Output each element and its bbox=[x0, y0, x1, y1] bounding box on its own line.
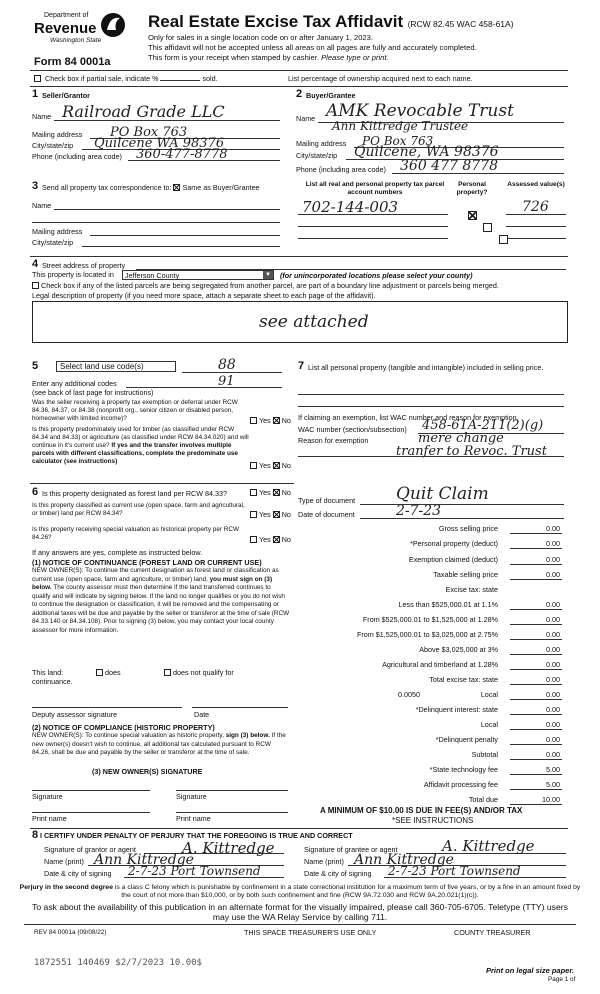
perjury-text: is a class C felony which is punishable by confinement in a state correctional institution for a maximum term of five years, or by a fine in an amount fixed by the court of not more than $10,000, or by both such confinement and fine (RCW 9A.72.030 and RCW 9A.20.021(1)(c)). bbox=[114, 884, 581, 899]
row-tech-fee-value[interactable]: 5.00 bbox=[546, 765, 560, 774]
treasurer-use-label: THIS SPACE TREASURER'S USE ONLY bbox=[244, 928, 377, 937]
notice1-text-a: NEW OWNER(S): To continue the current designation as forest land or classification as current use (open space, farm and agriculture, or timber) land, bbox=[32, 567, 279, 583]
q2-no-checkbox[interactable] bbox=[273, 462, 280, 469]
personal-property-checkbox-2[interactable] bbox=[483, 223, 492, 232]
buyer-city-value[interactable]: Quilcene, WA 98376 bbox=[354, 144, 499, 160]
agency-line3: Washington State bbox=[50, 37, 102, 44]
grantor-name-label: Name (print) bbox=[44, 857, 84, 866]
doc-date-label: Date of document bbox=[298, 510, 355, 519]
does-not-option bbox=[164, 668, 234, 677]
title-text: Real Estate Excise Tax Affidavit bbox=[148, 12, 404, 31]
row-gross-value[interactable]: 0.00 bbox=[546, 524, 560, 533]
land-use-section bbox=[32, 357, 294, 485]
row-processing-fee-value[interactable]: 5.00 bbox=[546, 780, 560, 789]
sec6-q1: Is this property designated as forest land per RCW 84.33? bbox=[42, 489, 227, 498]
row-tech-fee-label: *State technology fee bbox=[429, 765, 498, 774]
washington-swirl-icon bbox=[100, 10, 126, 40]
land-use-code-1[interactable]: 88 bbox=[218, 357, 236, 373]
legal-description-box[interactable] bbox=[32, 301, 568, 343]
sec3-mail-label: Mailing address bbox=[32, 227, 83, 236]
exempt-label: If claiming an exemption, list WAC number and reason for exemption. bbox=[298, 413, 519, 422]
q1-no-checkbox[interactable] bbox=[273, 417, 280, 424]
assessed-value[interactable]: 726 bbox=[522, 199, 549, 215]
notice1-text-b: The county assessor must then determine if the land transferred continues to qualify and will indicate by signing below. If the land no longer qualifies or you do not wish to continue the designation or classification, it will be removed and the compensating or additional taxes will be due and payable by the seller or transferor at the time of sale (RCW 84.33.140 or 84.34.108). Prior to signing (3) below, you may contact your local county assessor for more information. bbox=[32, 584, 290, 634]
buyer-section bbox=[296, 88, 566, 178]
does-label: does bbox=[105, 668, 121, 677]
buyer-phone-value[interactable]: 360 477 8778 bbox=[400, 158, 498, 174]
row-local-value[interactable]: 0.00 bbox=[546, 690, 560, 699]
notice2-text-b: If the new owner(s) doesn't wish to continue, all additional tax calculated pursuant to RCW 84.26, shall be due and payable by the seller or transferor at the time of sale. bbox=[32, 732, 286, 756]
ownership-note: List percentage of ownership acquired next to each name. bbox=[288, 74, 473, 83]
partial-sale-label: Check box if partial sale, indicate % bbox=[45, 74, 159, 83]
row-bracket3-label: From $1,525,000.01 to $3,025,000 at 2.75% bbox=[356, 630, 498, 639]
page-number: Page 1 of bbox=[548, 976, 576, 983]
row-processing-fee-label: Affidavit processing fee bbox=[423, 780, 498, 789]
seller-section bbox=[32, 88, 282, 168]
personal-property-checkbox-3[interactable] bbox=[499, 235, 508, 244]
buyer-mail-value[interactable]: PO Box 763 bbox=[362, 134, 434, 148]
sec8-num: 8 bbox=[32, 829, 39, 841]
sec7-num: 7 bbox=[298, 360, 305, 372]
row-agricultural-label: Agricultural and timberland at 1.28% bbox=[382, 660, 498, 669]
row-bracket3-value[interactable]: 0.00 bbox=[546, 630, 560, 639]
owner-print-label-1: Print name bbox=[32, 814, 67, 823]
grantee-signature[interactable]: A. Kittredge bbox=[442, 837, 535, 855]
segregate-label: Check box if any of the listed parcels are being segregated from another parcel, are part of a boundary line adjustment or parcels being merged. bbox=[41, 281, 499, 290]
row-taxable-value[interactable]: 0.00 bbox=[546, 570, 560, 579]
county-treasurer-label: COUNTY TREASURER bbox=[454, 928, 531, 937]
row-bracket1-value[interactable]: 0.00 bbox=[546, 600, 560, 609]
buyer-city-label: City/state/zip bbox=[296, 151, 338, 160]
row-bracket4-value[interactable]: 0.00 bbox=[546, 645, 560, 654]
subtitle-2: This affidavit will not be accepted unless all areas on all pages are fully and accurately completed. bbox=[148, 43, 477, 52]
sec6-num: 6 bbox=[32, 486, 39, 498]
s6q3-no-label: No bbox=[281, 535, 291, 544]
land-use-select-label: Select land use code(s) bbox=[60, 362, 144, 371]
sec6-q3: Is this property receiving special valuation as historical property per RCW 84.26? bbox=[32, 526, 240, 541]
s6q3-yes-checkbox[interactable] bbox=[250, 536, 257, 543]
street-label: Street address of property bbox=[42, 261, 126, 270]
sec3-name-label: Name bbox=[32, 201, 52, 210]
seller-mail-value[interactable]: PO Box 763 bbox=[110, 125, 188, 140]
form-title bbox=[148, 12, 514, 32]
row-bracket4-label: Above $3,025,000 at 3% bbox=[419, 645, 498, 654]
row-total-due-label: Total due bbox=[468, 795, 498, 804]
partial-sale-checkbox[interactable] bbox=[34, 75, 41, 82]
wac-label: WAC number (section/subsection) bbox=[298, 425, 407, 434]
notice3-title: (3) NEW OWNER(S) SIGNATURE bbox=[92, 767, 203, 776]
subtitle-3-text: This form is your receipt when stamped by cashier. bbox=[148, 53, 319, 62]
row-exemption-label: Exemption claimed (deduct) bbox=[408, 555, 498, 564]
certification-section bbox=[32, 829, 568, 881]
row-interest-state-value[interactable]: 0.00 bbox=[546, 705, 560, 714]
row-interest-local-value[interactable]: 0.00 bbox=[546, 720, 560, 729]
row-taxable-label: Taxable selling price bbox=[433, 570, 498, 579]
property-section bbox=[32, 258, 568, 348]
sec6-q2-answers bbox=[250, 510, 291, 519]
s6q3-yes-label: Yes bbox=[259, 535, 271, 544]
q2-yes-checkbox[interactable] bbox=[250, 462, 257, 469]
owner-signature-label-2: Signature bbox=[176, 792, 207, 801]
grantor-name-value[interactable]: Ann Kittredge bbox=[94, 852, 194, 868]
buyer-phone-label: Phone (including area code) bbox=[296, 165, 386, 174]
sec6-q3-answers bbox=[250, 535, 291, 544]
sec6-q2: Is this property classified as current use (open space, farm and agricultural, or timber) land per RCW 84.34? bbox=[32, 502, 245, 517]
s6q3-no-checkbox[interactable] bbox=[273, 536, 280, 543]
grantee-date-label: Date & city of signing bbox=[304, 869, 372, 878]
notice2-text-a: NEW OWNER(S): To continue special valuation as historic property, bbox=[32, 732, 224, 739]
row-bracket2-label: From $525,000.01 to $1,525,000 at 1.28% bbox=[362, 615, 498, 624]
row-penalty-label: *Delinquent penalty bbox=[435, 735, 498, 744]
row-subtotal-value[interactable]: 0.00 bbox=[546, 750, 560, 759]
q1-yes-checkbox[interactable] bbox=[250, 417, 257, 424]
dropdown-arrow-icon: ▼ bbox=[263, 271, 273, 279]
continuance-label: continuance. bbox=[32, 677, 73, 686]
county-value: Jefferson County bbox=[125, 271, 180, 280]
s6q2-yes-checkbox[interactable] bbox=[250, 511, 257, 518]
row-local-label: Local bbox=[480, 690, 498, 699]
s6q2-yes-label: Yes bbox=[259, 510, 271, 519]
perjury-bold: Perjury in the second degree bbox=[19, 884, 113, 891]
additional-codes-label: Enter any additional codes bbox=[32, 379, 117, 388]
sec5-q2-text: Is this property predominately used for timber (as classified under RCW 84.34 and 84.33) or agriculture (as classified under RCW 84.34.020) and will continue in it's current use? bbox=[32, 426, 249, 449]
row-agricultural-value[interactable]: 0.00 bbox=[546, 660, 560, 669]
row-bracket1-label: Less than $525,000.01 at 1.1% bbox=[398, 600, 498, 609]
located-label: This property is located in bbox=[32, 270, 114, 279]
notice2-title: (2) NOTICE OF COMPLIANCE (HISTORIC PROPERTY) bbox=[32, 723, 215, 732]
buyer-mail-label: Mailing address bbox=[296, 139, 347, 148]
segregate-row bbox=[32, 281, 499, 290]
seller-city-label: City/state/zip bbox=[32, 141, 74, 150]
same-as-buyer-checkbox[interactable] bbox=[173, 184, 180, 191]
land-use-select[interactable] bbox=[56, 361, 176, 372]
sec3-label-text: Send all property tax correspondence to: bbox=[42, 183, 172, 192]
parcel-col-assessed: Assessed value(s) bbox=[507, 181, 565, 188]
does-not-label: does not qualify for bbox=[173, 668, 234, 677]
perjury-notice bbox=[16, 884, 584, 900]
does-checkbox[interactable] bbox=[96, 669, 103, 676]
correspondence-section bbox=[32, 180, 282, 248]
row-total-due-value[interactable]: 10.00 bbox=[542, 795, 560, 804]
seller-num: 1 bbox=[32, 88, 39, 100]
parcel-table bbox=[296, 181, 568, 245]
row-personal-value[interactable]: 0.00 bbox=[546, 539, 560, 548]
row-personal-label: *Personal property (deduct) bbox=[410, 539, 498, 548]
q2-yes-label: Yes bbox=[259, 461, 271, 470]
same-as-buyer-label: Same as Buyer/Grantee bbox=[182, 183, 260, 192]
alt-format-notice: To ask about the availability of this publication in an alternate format for the visually impaired, please call 360-705-6705. Teletype (TTY) users may use the WA Relay Service by calling 711. bbox=[32, 902, 568, 922]
sec5-q1-answers bbox=[250, 416, 291, 425]
county-select[interactable] bbox=[122, 270, 274, 280]
parcel-col-accounts: List all real and personal property tax parcel account numbers bbox=[305, 181, 445, 196]
notice2-bold: sign (3) below. bbox=[225, 732, 270, 739]
grantor-sig-label: Signature of grantor or agent bbox=[44, 845, 136, 854]
row-total-state-value[interactable]: 0.00 bbox=[546, 675, 560, 684]
buyer-name-value-2[interactable]: Ann Kittredge Trustee bbox=[332, 119, 469, 133]
personal-property-checkbox-1[interactable] bbox=[468, 211, 477, 220]
s6q1-yes-checkbox[interactable] bbox=[250, 489, 257, 496]
does-option bbox=[96, 668, 121, 677]
sec3-city-label: City/state/zip bbox=[32, 238, 74, 247]
owner-print-label-2: Print name bbox=[176, 814, 211, 823]
sec3-label bbox=[42, 183, 260, 192]
buyer-num: 2 bbox=[296, 88, 303, 100]
grantee-name-label: Name (print) bbox=[304, 857, 344, 866]
q2-no-label: No bbox=[281, 461, 291, 470]
deputy-signature-label: Deputy assessor signature bbox=[32, 710, 118, 719]
partial-sold-label: sold. bbox=[202, 74, 218, 83]
deputy-date-label: Date bbox=[194, 710, 210, 719]
doc-date-value[interactable]: 2-7-23 bbox=[396, 503, 442, 519]
row-interest-local-label: Local bbox=[480, 720, 498, 729]
row-total-state-label: Total excise tax: state bbox=[429, 675, 498, 684]
buyer-name-value[interactable]: AMK Revocable Trust bbox=[326, 101, 514, 121]
form-number: Form 84 0001a bbox=[34, 56, 111, 68]
legal-label: Legal description of property (if you need more space, attach a separate sheet to each page of the affidavit). bbox=[32, 291, 376, 300]
agency-line2: Revenue bbox=[34, 20, 97, 37]
sec5-q2 bbox=[32, 426, 250, 466]
s6q2-no-label: No bbox=[281, 510, 291, 519]
grantor-signature[interactable]: A. Kittredge bbox=[182, 839, 275, 857]
reason-value-1[interactable]: mere change bbox=[418, 431, 504, 446]
owner-signature-label-1: Signature bbox=[32, 792, 63, 801]
buyer-title: Buyer/Grantee bbox=[306, 91, 356, 100]
q1-yes-label: Yes bbox=[259, 416, 271, 425]
row-excise-state-label: Excise tax: state bbox=[445, 585, 498, 594]
doc-type-label: Type of document bbox=[298, 496, 356, 505]
row-penalty-value[interactable]: 0.00 bbox=[546, 735, 560, 744]
revision-label: REV 84 0001a (09/08/22) bbox=[34, 929, 107, 936]
sec4-num: 4 bbox=[32, 258, 39, 270]
notice1-title: (1) NOTICE OF CONTINUANCE (FOREST LAND OR CURRENT USE) bbox=[32, 558, 262, 567]
partial-percent-field[interactable] bbox=[160, 80, 200, 81]
sec6-q1-answers bbox=[250, 488, 291, 497]
if-yes-note: If any answers are yes, complete as instructed below. bbox=[32, 548, 203, 557]
reason-value-2[interactable]: tranfer to Revoc. Trust bbox=[396, 444, 547, 459]
land-use-code-2[interactable]: 91 bbox=[218, 374, 235, 389]
county-note: (for unincorporated locations please select your county) bbox=[280, 271, 473, 280]
reason-label: Reason for exemption bbox=[298, 436, 369, 445]
subtitle-3-italic: Please type or print. bbox=[321, 53, 389, 62]
q1-no-label: No bbox=[281, 416, 291, 425]
s6q2-no-checkbox[interactable] bbox=[273, 511, 280, 518]
subtitle-3 bbox=[148, 53, 389, 62]
grantor-date-value[interactable]: 2-7-23 Port Townsend bbox=[128, 864, 261, 878]
seller-title: Seller/Grantor bbox=[42, 91, 90, 100]
revenue-logo bbox=[34, 10, 134, 54]
title-ref: (RCW 82.45 WAC 458-61A) bbox=[407, 19, 514, 29]
row-interest-state-label: *Delinquent interest: state bbox=[415, 705, 498, 714]
sec7-label: List all personal property (tangible and intangible) included in selling price. bbox=[308, 363, 544, 372]
row-gross-label: Gross selling price bbox=[438, 524, 498, 533]
segregate-checkbox[interactable] bbox=[32, 282, 39, 289]
grantor-date-label: Date & city of signing bbox=[44, 869, 112, 878]
agency-line1: Department of bbox=[44, 12, 89, 19]
local-rate-value: 0.0050 bbox=[398, 690, 420, 699]
receipt-stamp: 1872551 140469 $2/7/2023 10.00$ bbox=[34, 958, 202, 968]
notice1-bold: you must sign on (3) below. bbox=[32, 575, 273, 591]
s6q1-no-checkbox[interactable] bbox=[273, 489, 280, 496]
designation-section bbox=[32, 486, 294, 866]
sec5-q2-answers bbox=[250, 461, 291, 470]
seller-phone-value[interactable]: 360-477-8778 bbox=[136, 147, 228, 162]
buyer-name-label: Name bbox=[296, 114, 316, 123]
seller-city-value[interactable]: Quilcene WA 98376 bbox=[94, 136, 225, 151]
certify-statement: I CERTIFY UNDER PENALTY OF PERJURY THAT THE FOREGOING IS TRUE AND CORRECT bbox=[40, 831, 353, 840]
sec5-q1: Was the seller receiving a property tax exemption or deferral under RCW 84.36, 84.37, or 84.38 (nonprofit org., senior citizen or disabled person, homeowner with limited income)? bbox=[32, 399, 238, 422]
seller-name-value[interactable]: Railroad Grade LLC bbox=[62, 102, 225, 121]
doc-type-value[interactable]: Quit Claim bbox=[396, 484, 489, 504]
sec3-num: 3 bbox=[32, 180, 39, 192]
seller-mail-label: Mailing address bbox=[32, 130, 83, 139]
see-back-label: (see back of last page for instructions) bbox=[32, 388, 154, 397]
see-instructions-note: *SEE INSTRUCTIONS bbox=[392, 816, 474, 825]
notice2-text bbox=[32, 732, 290, 758]
row-exemption-value[interactable]: 0.00 bbox=[546, 555, 560, 564]
row-subtotal-label: Subtotal bbox=[471, 750, 498, 759]
grantee-sig-label: Signature of grantee or agent bbox=[304, 845, 398, 854]
minimum-due-note: A MINIMUM OF $10.00 IS DUE IN FEE(S) AND/OR TAX bbox=[320, 806, 523, 815]
notice1-text bbox=[32, 567, 290, 635]
grantee-name-value[interactable]: Ann Kittredge bbox=[354, 852, 454, 868]
row-bracket2-value[interactable]: 0.00 bbox=[546, 615, 560, 624]
wac-value[interactable]: 458-61A-211(2)(g) bbox=[422, 418, 544, 433]
this-land-label: This land: bbox=[32, 668, 64, 677]
legal-paper-note: Print on legal size paper. bbox=[486, 966, 574, 975]
parcel-col-personal: Personal property? bbox=[456, 181, 488, 196]
parcel-number-value[interactable]: 702-144-003 bbox=[302, 198, 399, 216]
seller-name-label: Name bbox=[32, 112, 52, 121]
does-not-checkbox[interactable] bbox=[164, 669, 171, 676]
s6q1-no-label: No bbox=[281, 488, 291, 497]
grantee-date-value[interactable]: 2-7-23 Port Townsend bbox=[388, 864, 521, 878]
legal-description-value: see attached bbox=[259, 312, 369, 332]
seller-phone-label: Phone (including area code) bbox=[32, 152, 122, 161]
partial-sale-row bbox=[34, 74, 218, 83]
sec5-q2-bold: If yes and the transfer involves multiple parcels with different classifications, complete the predominate use calculator (see instructions) bbox=[32, 442, 238, 465]
s6q1-yes-label: Yes bbox=[259, 488, 271, 497]
subtitle-1: Only for sales in a single location code on or after January 1, 2023. bbox=[148, 33, 373, 42]
sec5-num: 5 bbox=[32, 360, 39, 372]
